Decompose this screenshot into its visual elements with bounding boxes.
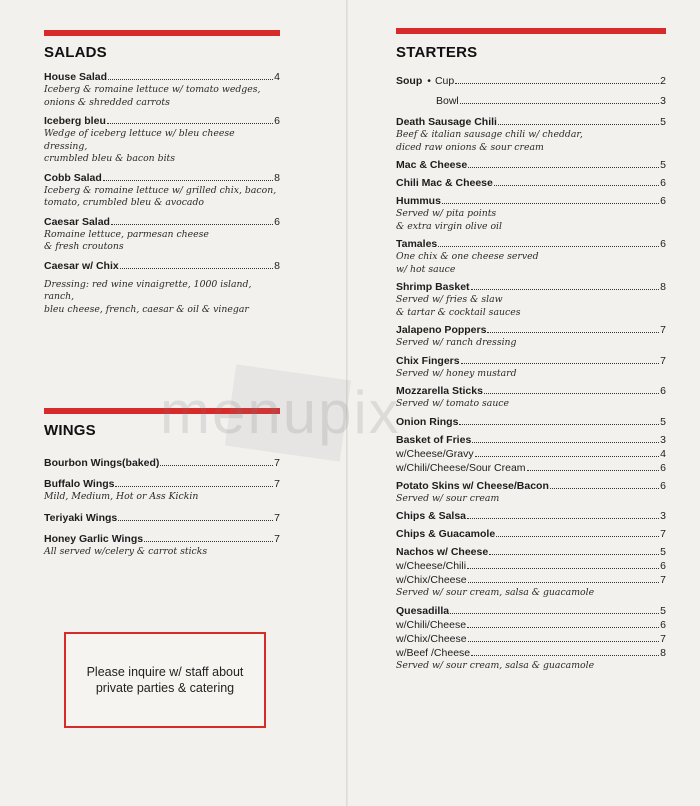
watermark-shape (225, 364, 351, 461)
item-name: Shrimp Basket (396, 281, 470, 293)
item-name: w/Beef /Cheese (396, 646, 471, 659)
item-price: 5 (660, 546, 666, 558)
item-price: 7 (274, 457, 280, 469)
item-name: Mozzarella Sticks (396, 385, 483, 397)
leader-dots (494, 177, 659, 186)
item-name: w/Chix/Cheese (396, 574, 467, 586)
item-price: 7 (660, 528, 666, 540)
item-description: Served w/ pita points (396, 208, 497, 219)
item-name: Chili Mac & Cheese (396, 177, 493, 189)
leader-dots (527, 462, 660, 471)
item-name: Jalapeno Poppers (396, 324, 487, 336)
item-line (396, 238, 666, 251)
item-line (396, 281, 666, 294)
menu-item (396, 528, 666, 541)
menu-item (396, 281, 666, 319)
item-price: 6 (660, 479, 666, 492)
item-description: & fresh croutons (44, 241, 124, 252)
leader-dots (472, 434, 659, 443)
item-description: Iceberg & romaine lettuce w/ tomato wedges, (44, 84, 261, 95)
item-line (396, 510, 666, 523)
item-price: 6 (660, 461, 666, 474)
leader-dots (160, 457, 273, 466)
menu-item (396, 510, 666, 523)
dressing-line: Dressing: red wine vinaigrette, 1000 island, ranch, (44, 278, 252, 302)
item-name: House Salad (44, 71, 108, 83)
salads-list (44, 71, 280, 273)
section-title: WINGS (44, 422, 96, 439)
item-name: Nachos w/ Cheese (396, 546, 489, 558)
item-line (396, 116, 666, 129)
menu-item (396, 546, 666, 600)
menu-item (396, 177, 666, 190)
item-line (396, 462, 666, 475)
menu-item (396, 324, 666, 350)
item-price: 6 (274, 115, 280, 127)
item-line (396, 385, 666, 398)
item-price: 6 (660, 560, 666, 572)
item-line (396, 448, 666, 461)
leader-dots (108, 71, 273, 80)
leader-dots (487, 324, 659, 333)
menu-item (44, 478, 280, 504)
item-line (44, 478, 280, 491)
item-price: 3 (660, 510, 666, 522)
item-line (396, 619, 666, 632)
item-price: 8 (274, 259, 280, 272)
item-name: Potato Skins w/ Cheese/Bacon (396, 479, 549, 492)
item-name: Teriyaki Wings (44, 511, 118, 524)
menu-item (396, 416, 666, 429)
leader-dots (550, 480, 659, 489)
item-description: Served w/ sour cream, salsa & guacamole (396, 587, 595, 598)
menu-item (44, 71, 280, 109)
leader-dots (471, 647, 659, 656)
leader-dots (455, 75, 659, 84)
item-price: 8 (660, 646, 666, 659)
leader-dots (461, 355, 660, 364)
leader-dots (467, 510, 659, 519)
menu-item (44, 260, 280, 273)
item-name: Hummus (396, 195, 441, 207)
item-description: Mild, Medium, Hot or Ass Kickin (44, 491, 199, 502)
watermark: menupix (160, 379, 401, 446)
item-line (396, 324, 666, 337)
item-price: 4 (660, 447, 666, 460)
item-name: Buffalo Wings (44, 478, 115, 490)
dressing-note (44, 279, 280, 317)
item-description: onions & shredded carrots (44, 96, 170, 108)
item-price: 7 (660, 354, 666, 367)
item-price: 2 (660, 75, 666, 87)
leader-dots (111, 216, 273, 225)
item-line (44, 512, 280, 525)
item-line (396, 434, 666, 447)
item-price: 7 (274, 478, 280, 490)
item-description: Served w/ ranch dressing (396, 337, 517, 348)
leader-dots (120, 260, 273, 269)
item-name: Chips & Salsa (396, 510, 467, 522)
item-description: tomato, crumbled bleu & avocado (44, 197, 205, 208)
item-description: Served w/ fries & slaw (396, 294, 503, 305)
item-name: Quesadilla (396, 604, 450, 617)
item-line (44, 533, 280, 546)
menu-item (396, 605, 666, 673)
leader-dots (115, 478, 273, 487)
item-line (44, 260, 280, 273)
item-line (396, 95, 666, 108)
item-line (396, 177, 666, 190)
leader-dots (467, 619, 659, 628)
item-description: Served w/ sour cream, salsa & guacamole (396, 659, 595, 671)
item-price: 7 (660, 632, 666, 645)
leader-dots (468, 159, 659, 168)
item-price: 5 (660, 604, 666, 617)
item-price: 6 (660, 177, 666, 189)
item-line (396, 480, 666, 493)
item-line (44, 172, 280, 185)
starters-list (396, 116, 666, 672)
item-description: Served w/ tomato sauce (396, 398, 510, 409)
item-name: Basket of Fries (396, 433, 472, 446)
item-name: Onion Rings (396, 415, 459, 428)
item-line (396, 355, 666, 368)
item-size: Bowl (436, 95, 459, 107)
item-description: Served w/ sour cream (396, 492, 500, 504)
item-name: Death Sausage Chili (396, 116, 497, 128)
item-price: 5 (660, 415, 666, 428)
leader-dots (484, 385, 659, 394)
item-line (44, 71, 280, 84)
item-description: diced raw onions & sour cream (396, 141, 544, 153)
item-name: Cobb Salad (44, 171, 102, 184)
item-price: 4 (274, 71, 280, 83)
item-description: Wedge of iceberg lettuce w/ bleu cheese dressing, (44, 128, 235, 152)
item-name: w/Chili/Cheese/Sour Cream (396, 461, 526, 474)
item-name: Iceberg bleu (44, 115, 106, 127)
item-line (396, 528, 666, 541)
item-line (396, 574, 666, 587)
menu-item (44, 533, 280, 559)
menu-item (44, 457, 280, 470)
item-line (396, 560, 666, 573)
item-size: Cup (434, 75, 455, 87)
item-description: Beef & italian sausage chili w/ cheddar, (396, 129, 583, 140)
item-price: 3 (660, 95, 666, 107)
wings-list (44, 457, 280, 558)
item-line (44, 457, 280, 470)
item-price: 6 (660, 195, 666, 207)
item-line (396, 546, 666, 559)
item-description: Served w/ honey mustard (396, 367, 517, 379)
section-divider (44, 30, 280, 36)
item-line (396, 647, 666, 660)
menu-item (396, 355, 666, 381)
item-name: Soup (396, 75, 423, 87)
bullet: • (427, 75, 431, 87)
section-divider (396, 28, 666, 34)
leader-dots (103, 172, 273, 181)
item-line (396, 75, 666, 88)
item-line (396, 605, 666, 618)
item-price: 7 (660, 324, 666, 336)
section-title: STARTERS (396, 44, 478, 61)
leader-dots (107, 115, 273, 124)
item-description: One chix & one cheese served (396, 251, 539, 262)
private-parties-text: Please inquire w/ staff about private parties & catering (86, 665, 244, 695)
item-line (44, 216, 280, 229)
item-price: 3 (660, 433, 666, 446)
item-line (396, 195, 666, 208)
leader-dots (459, 416, 659, 425)
item-price: 6 (660, 238, 666, 250)
menu-item (44, 512, 280, 525)
starters-section (396, 28, 666, 677)
leader-dots (468, 574, 660, 583)
leader-dots (442, 195, 659, 204)
leader-dots (471, 281, 660, 290)
menu-item (44, 216, 280, 254)
item-name: Mac & Cheese (396, 159, 468, 171)
menu-item (396, 195, 666, 233)
item-price: 6 (660, 385, 666, 397)
item-name: w/Cheese/Chili (396, 560, 467, 572)
item-price: 7 (660, 574, 666, 586)
item-name: Honey Garlic Wings (44, 532, 144, 545)
item-name: Chix Fingers (396, 354, 460, 367)
item-line (44, 115, 280, 128)
dressing-line: bleu cheese, french, caesar & oil & vinegar (44, 303, 249, 315)
menu-item (396, 238, 666, 276)
item-price: 8 (660, 281, 666, 293)
leader-dots (498, 116, 659, 125)
item-name: Caesar Salad (44, 215, 110, 228)
item-price: 8 (274, 171, 280, 184)
menu-item (396, 434, 666, 475)
item-name: w/Chili/Cheese (396, 618, 467, 631)
leader-dots (144, 533, 273, 542)
item-name: w/Cheese/Gravy (396, 447, 474, 460)
leader-dots (460, 95, 659, 104)
item-line (396, 159, 666, 172)
leader-dots (438, 238, 659, 247)
leader-dots (496, 528, 659, 537)
item-description: All served w/celery & carrot sticks (44, 545, 208, 557)
leader-dots (489, 546, 659, 555)
item-description: & tartar & cocktail sauces (396, 306, 521, 318)
item-description: Iceberg & romaine lettuce w/ grilled chix, bacon, (44, 184, 277, 196)
menu-item (396, 385, 666, 411)
item-line (396, 416, 666, 429)
salads-section (44, 30, 280, 316)
section-title: SALADS (44, 44, 107, 61)
item-price: 5 (660, 116, 666, 128)
menu-item (396, 159, 666, 172)
item-price: 5 (660, 159, 666, 171)
menu-item (396, 480, 666, 506)
item-name: w/Chix/Cheese (396, 632, 467, 645)
item-name: Caesar w/ Chix (44, 259, 119, 272)
leader-dots (475, 448, 660, 457)
menu-item-soup (396, 75, 666, 108)
leader-dots (468, 633, 660, 642)
leader-dots (467, 560, 659, 569)
item-description: Romaine lettuce, parmesan cheese (44, 228, 209, 240)
item-price: 6 (274, 215, 280, 228)
item-description: crumbled bleu & bacon bits (44, 153, 176, 164)
item-description: & extra virgin olive oil (396, 220, 502, 232)
menu-item (44, 115, 280, 166)
leader-dots (118, 512, 273, 521)
item-line (396, 633, 666, 646)
item-name: Tamales (396, 238, 438, 250)
item-name: Bourbon Wings(baked) (44, 457, 160, 469)
item-price: 7 (274, 532, 280, 545)
menu-item (396, 116, 666, 154)
private-parties-box (64, 632, 266, 728)
item-name: Chips & Guacamole (396, 528, 496, 540)
leader-dots (450, 605, 659, 614)
item-price: 6 (660, 618, 666, 631)
menu-item (44, 172, 280, 210)
item-price: 7 (274, 511, 280, 524)
item-description: w/ hot sauce (396, 263, 456, 275)
